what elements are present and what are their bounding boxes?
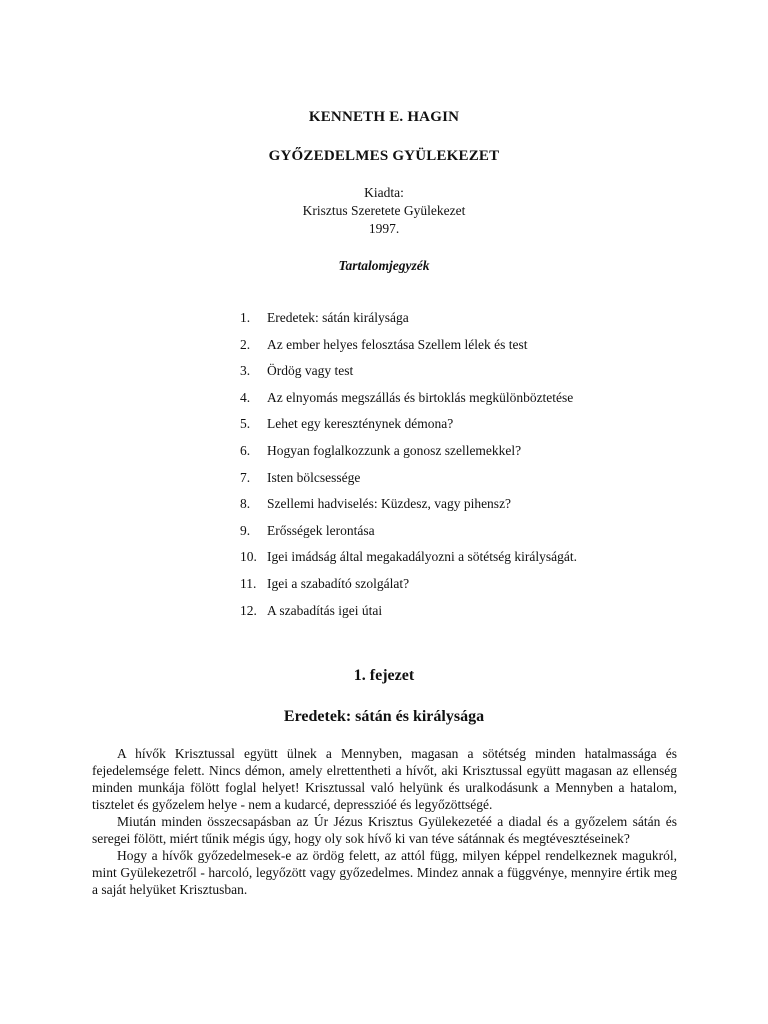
- toc-item-text: A szabadítás igei útai: [267, 602, 383, 618]
- toc-item-number: 4.: [240, 389, 251, 405]
- chapter-body: [92, 745, 677, 898]
- toc-item-number: 9.: [240, 522, 251, 538]
- toc-item-number: 3.: [240, 363, 251, 379]
- toc-item-number: 6.: [240, 442, 251, 458]
- toc-item: [240, 469, 577, 496]
- toc-item-text: Szellemi hadviselés: Küzdesz, vagy pihensz?: [267, 496, 512, 512]
- publisher-block: [0, 184, 768, 238]
- toc-item-text: Hogyan foglalkozzunk a gonosz szellemekkel?: [267, 442, 522, 458]
- toc-item: [240, 442, 577, 469]
- toc-item-number: 5.: [240, 416, 251, 432]
- toc-item-text: Lehet egy kereszténynek démona?: [267, 416, 454, 432]
- toc-item: [240, 522, 577, 549]
- toc-item-text: Isten bölcsessége: [267, 469, 361, 485]
- toc-item-text: Erősségek lerontása: [267, 522, 375, 538]
- toc-item-number: 2.: [240, 336, 251, 352]
- table-of-contents: [240, 309, 577, 628]
- toc-item-text: Eredetek: sátán királysága: [267, 310, 409, 325]
- publisher-name: Krisztus Szeretete Gyülekezet: [302, 203, 466, 218]
- body-paragraph: A hívők Krisztussal együtt ülnek a Mennyben, magasan a sötétség minden hatalmassága és fejedelemsége felett. Nincs démon, amely elrettentheti a hívőt, aki Krisztussal együtt magasan az ellenség minden munkája fölött foglal helyet! Krisztussal való helyünk és uralkodásunk a Mennyben a hatalom, tisztelet és győzelem helye - nem a kudarcé, depresszióé és legyőzöttségé.: [92, 746, 677, 812]
- toc-item-number: 11.: [240, 575, 257, 591]
- toc-item-number: 8.: [240, 496, 251, 512]
- toc-item-text: Igei a szabadító szolgálat?: [267, 575, 410, 591]
- toc-item: [240, 362, 577, 389]
- toc-item-number: 7.: [240, 469, 251, 485]
- toc-item: [240, 602, 577, 629]
- toc-item: [240, 495, 577, 522]
- body-paragraph: Hogy a hívők győzedelmesek-e az ördög felett, az attól függ, milyen képpel rendelkeznek magukról, mint Gyülekezetről - harcoló, legyőzött vagy győzedelmes. Mindez annak a függvénye, mennyire értik meg a saját helyüket Krisztusban.: [92, 848, 677, 897]
- toc-item-text: Ördög vagy test: [267, 363, 354, 379]
- author-name: KENNETH E. HAGIN: [308, 109, 460, 125]
- toc-heading: Tartalomjegyzék: [338, 258, 430, 273]
- toc-item-number: 12.: [240, 602, 257, 618]
- publisher-label: Kiadta:: [364, 185, 404, 200]
- chapter-number: 1. fejezet: [353, 667, 415, 684]
- toc-item-number: 1.: [240, 310, 251, 325]
- toc-item-text: Igei imádság által megakadályozni a sötétség királyságát.: [267, 549, 578, 565]
- toc-item: [240, 389, 577, 416]
- book-title: GYŐZEDELMES GYÜLEKEZET: [268, 148, 500, 164]
- toc-item: [240, 336, 577, 363]
- publication-year: 1997.: [368, 221, 400, 236]
- toc-item-text: Az ember helyes felosztása Szellem lélek és test: [267, 336, 528, 352]
- toc-item-text: Az elnyomás megszállás és birtoklás megkülönböztetése: [267, 389, 574, 405]
- chapter-title: Eredetek: sátán és királysága: [283, 708, 485, 725]
- toc-item: [240, 548, 577, 575]
- toc-item: [240, 575, 577, 602]
- toc-item: [240, 415, 577, 442]
- body-paragraph: Miután minden összecsapásban az Úr Jézus Krisztus Gyülekezetéé a diadal és a győzelem sátán és seregei fölött, miért tűnik mégis úgy, hogy oly sok hívő ki van téve sátánnak és megtévesztéseinek?: [92, 814, 677, 846]
- toc-item-number: 10.: [240, 549, 257, 565]
- toc-item: [240, 309, 577, 336]
